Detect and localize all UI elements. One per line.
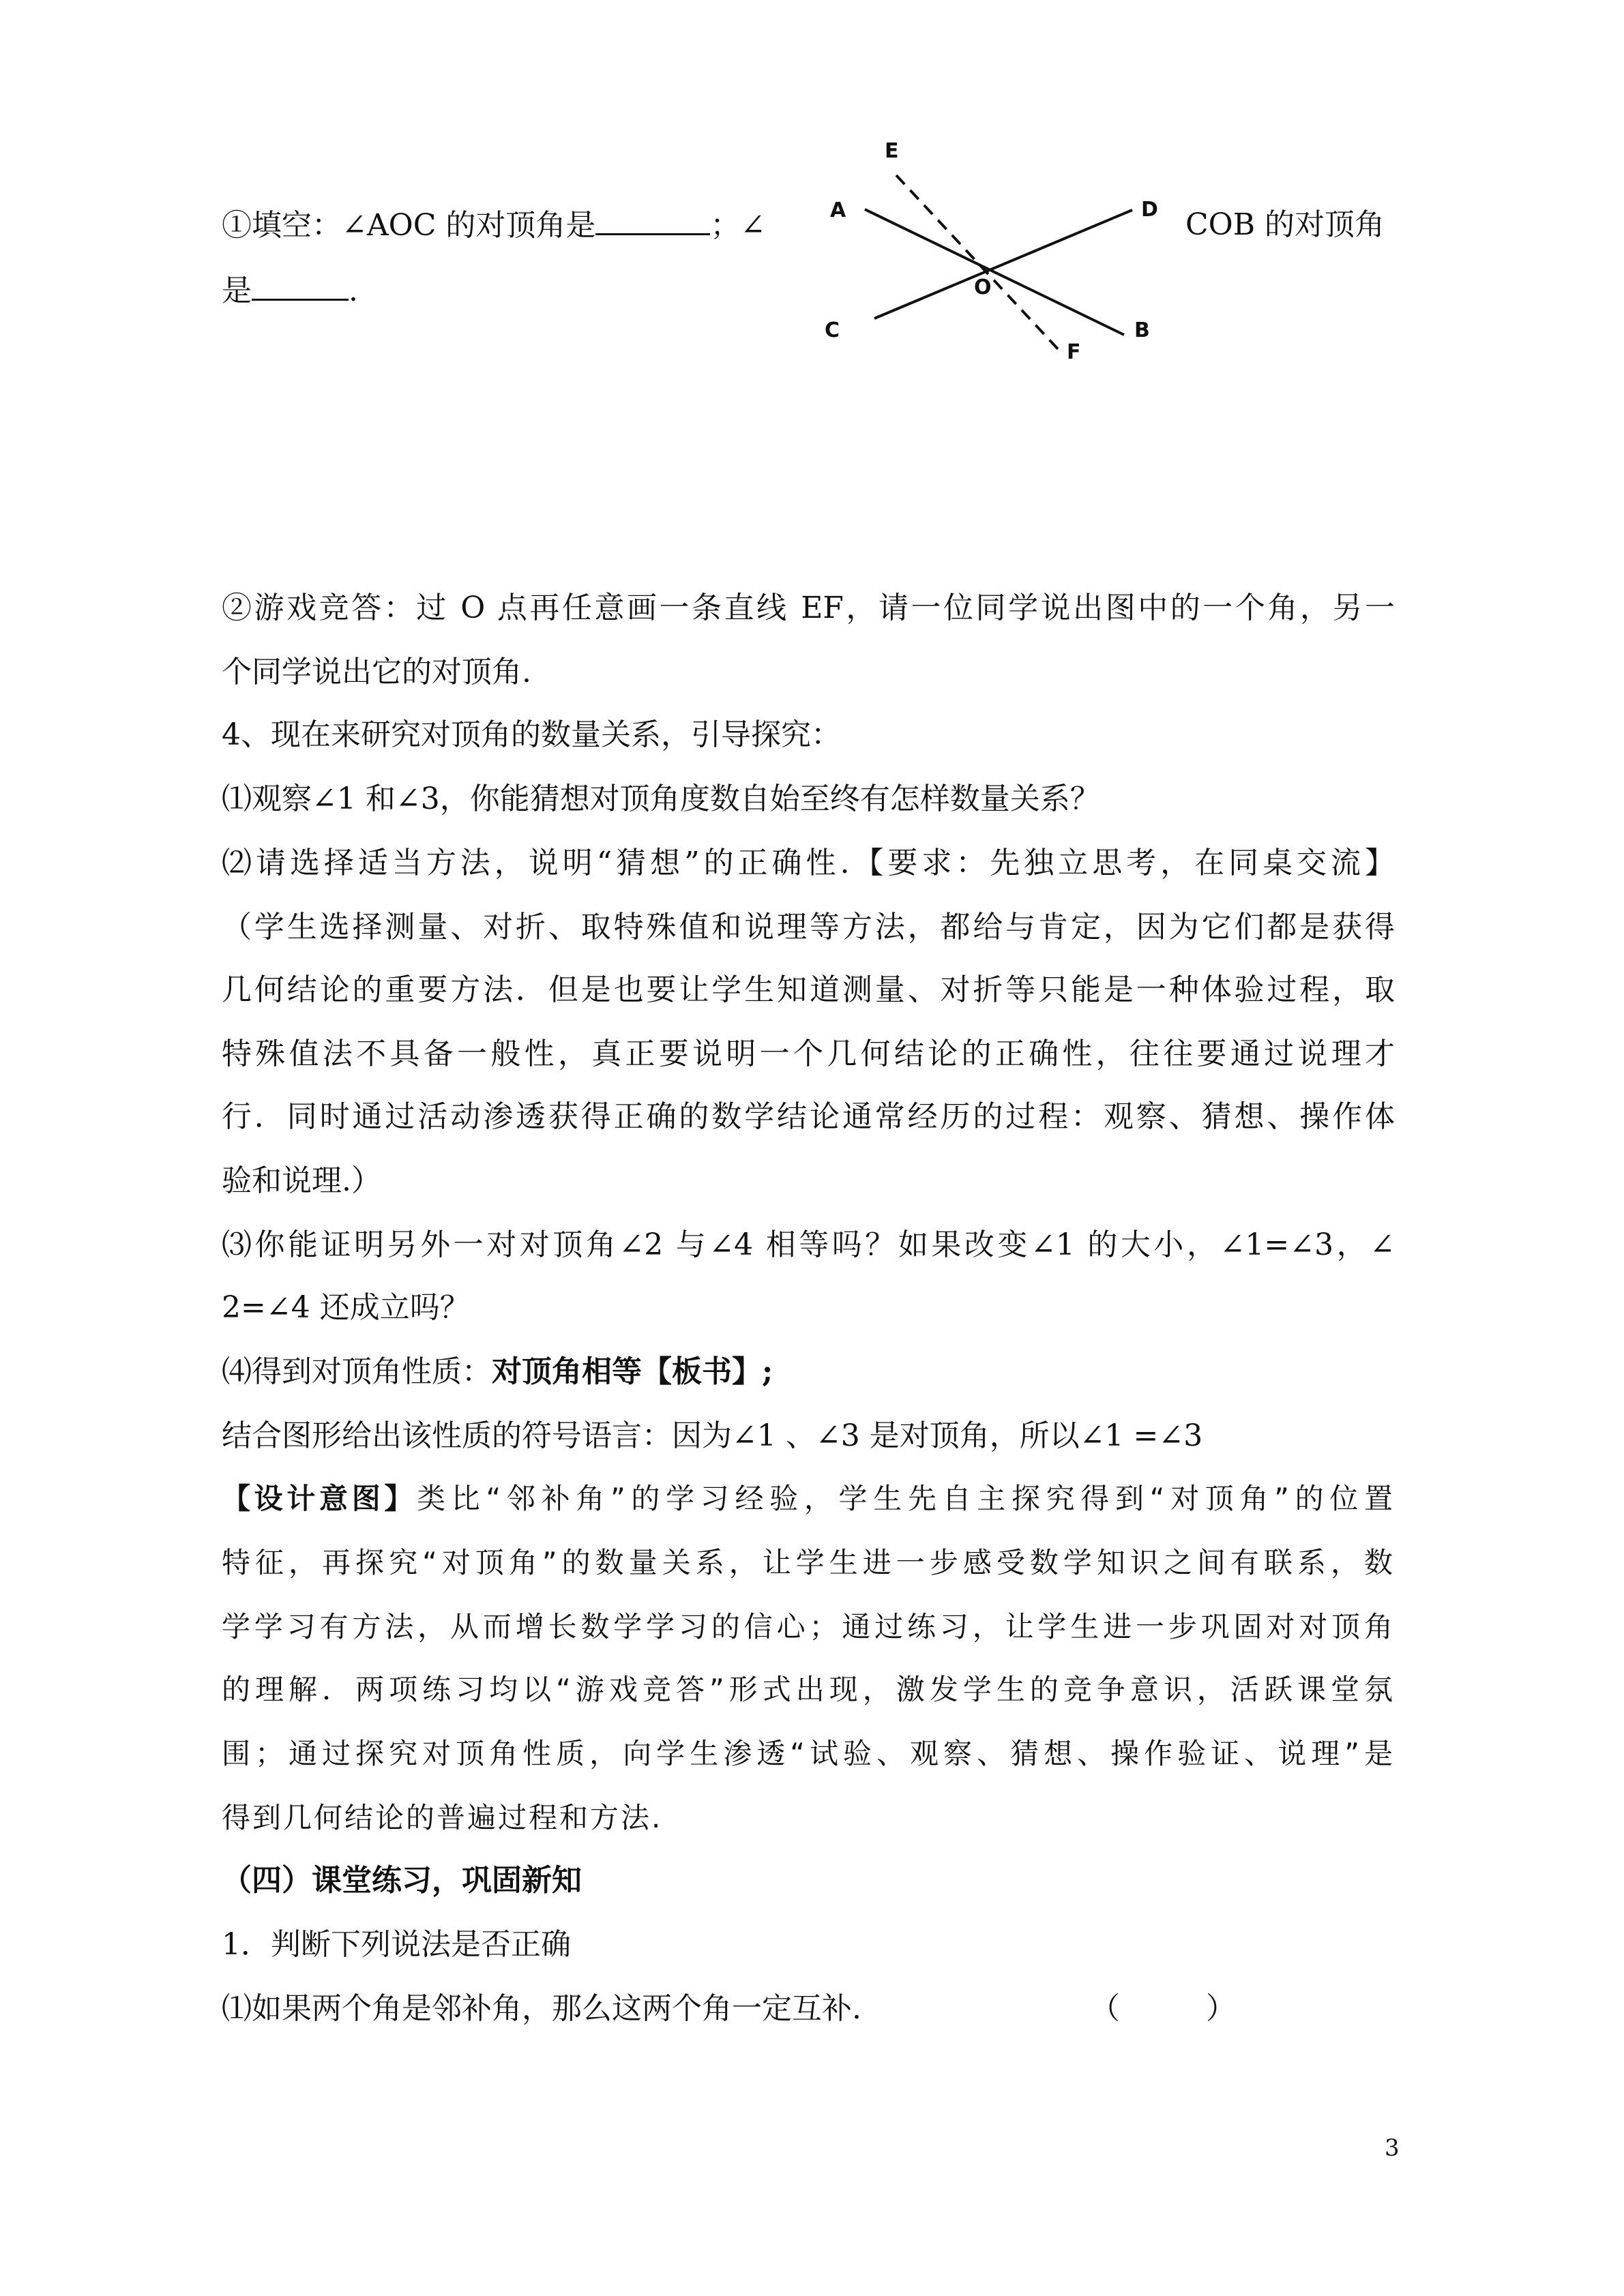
blank-cob-opposite[interactable] bbox=[252, 271, 349, 301]
section4-p4 bbox=[222, 1353, 773, 1391]
label-f: F bbox=[1067, 340, 1081, 364]
label-a: A bbox=[830, 198, 846, 222]
property-statement: 对顶角相等【板书】; bbox=[492, 1354, 773, 1389]
q1-text-part5: . bbox=[349, 273, 358, 308]
section4-heading: 4、现在来研究对顶角的数量关系，引导探究： bbox=[222, 717, 841, 752]
label-o: O bbox=[974, 275, 992, 299]
section4-note-line: 验和说理.） bbox=[222, 1163, 381, 1198]
line-ab bbox=[865, 209, 1124, 335]
answer-paren-close: ） bbox=[1206, 1991, 1236, 2026]
symbolic-language: 结合图形给出该性质的符号语言：因为∠1 、∠3 是对顶角，所以∠1 =∠3 bbox=[222, 1418, 1203, 1453]
section4-p1: ⑴观察∠1 和∠3，你能猜想对顶角度数自始至终有怎样数量关系？ bbox=[222, 781, 1100, 816]
design-intent-label: 【设计意图】 bbox=[222, 1482, 417, 1515]
section4-p3-line2: 2=∠4 还成立吗？ bbox=[222, 1290, 470, 1325]
q1-line1 bbox=[222, 206, 765, 245]
answer-paren-open: （ bbox=[1090, 1991, 1120, 2026]
intersecting-lines-diagram bbox=[812, 133, 1194, 378]
label-d: D bbox=[1141, 198, 1158, 222]
section4-p2: ⑵请选择适当方法，说明“猜想”的正确性.【要求：先独立思考，在同桌交流】 bbox=[222, 846, 1395, 880]
section4-note-line: 行．同时通过活动渗透获得正确的数学结论通常经历的过程：观察、猜想、操作体 bbox=[222, 1099, 1395, 1134]
q2-line2: 个同学说出它的对顶角. bbox=[222, 655, 531, 689]
q1-text-part2: ；∠ bbox=[710, 208, 766, 243]
exercise-sub1: ⑴如果两个角是邻补角，那么这两个角一定互补. bbox=[222, 1991, 861, 2026]
label-e: E bbox=[885, 139, 899, 163]
design-intent-line: 得到几何结论的普遍过程和方法. bbox=[222, 1801, 663, 1834]
blank-aoc-opposite[interactable] bbox=[595, 206, 710, 235]
property-prefix: ⑷得到对顶角性质： bbox=[222, 1354, 492, 1389]
line-cd bbox=[874, 210, 1132, 318]
q1-text-part4: 是 bbox=[222, 273, 252, 308]
label-c: C bbox=[825, 318, 840, 342]
section4-p3-line1: ⑶你能证明另外一对对顶角∠2 与∠4 相等吗？如果改变∠1 的大小，∠1=∠3，∠ bbox=[222, 1227, 1395, 1262]
exercise-item1: 1．判断下列说法是否正确 bbox=[222, 1927, 571, 1962]
section4-note-line: （学生选择测量、对折、取特殊值和说理等方法，都给与肯定，因为它们都是获得 bbox=[222, 910, 1395, 944]
section4-note-line: 几何结论的重要方法．但是也要让学生知道测量、对折等只能是一种体验过程，取 bbox=[222, 972, 1395, 1007]
section4-note-line: 特殊值法不具备一般性，真正要说明一个几何结论的正确性，往往要通过说理才 bbox=[222, 1037, 1395, 1071]
q1-text-part3: COB 的对顶角 bbox=[1185, 207, 1385, 242]
design-intent-line: 特征，再探究“对顶角”的数量关系，让学生进一步感受数学知识之间有联系，数 bbox=[222, 1546, 1395, 1579]
section-four-heading: （四）课堂练习，巩固新知 bbox=[222, 1863, 582, 1898]
q1-text-part1: ①填空：∠AOC 的对顶角是 bbox=[222, 208, 596, 243]
q1-line2 bbox=[222, 271, 358, 310]
design-intent-line: 围；通过探究对顶角性质，向学生渗透“试验、观察、猜想、操作验证、说理”是 bbox=[222, 1737, 1395, 1770]
design-intent-line1 bbox=[222, 1480, 1395, 1518]
q2-line1: ②游戏竞答：过 O 点再任意画一条直线 EF，请一位同学说出图中的一个角，另一 bbox=[222, 591, 1395, 625]
design-intent-text: 类比“邻补角”的学习经验，学生先自主探究得到“对顶角”的位置 bbox=[417, 1482, 1395, 1515]
label-b: B bbox=[1134, 318, 1150, 342]
q1-line1-tail bbox=[1185, 206, 1385, 244]
page-number: 3 bbox=[1385, 2134, 1400, 2162]
design-intent-line: 学学习有方法，从而增长数学学习的信心；通过练习，让学生进一步巩固对对顶角 bbox=[222, 1610, 1395, 1643]
design-intent-line: 的理解．两项练习均以“游戏竞答”形式出现，激发学生的竞争意识，活跃课堂氛 bbox=[222, 1673, 1395, 1706]
